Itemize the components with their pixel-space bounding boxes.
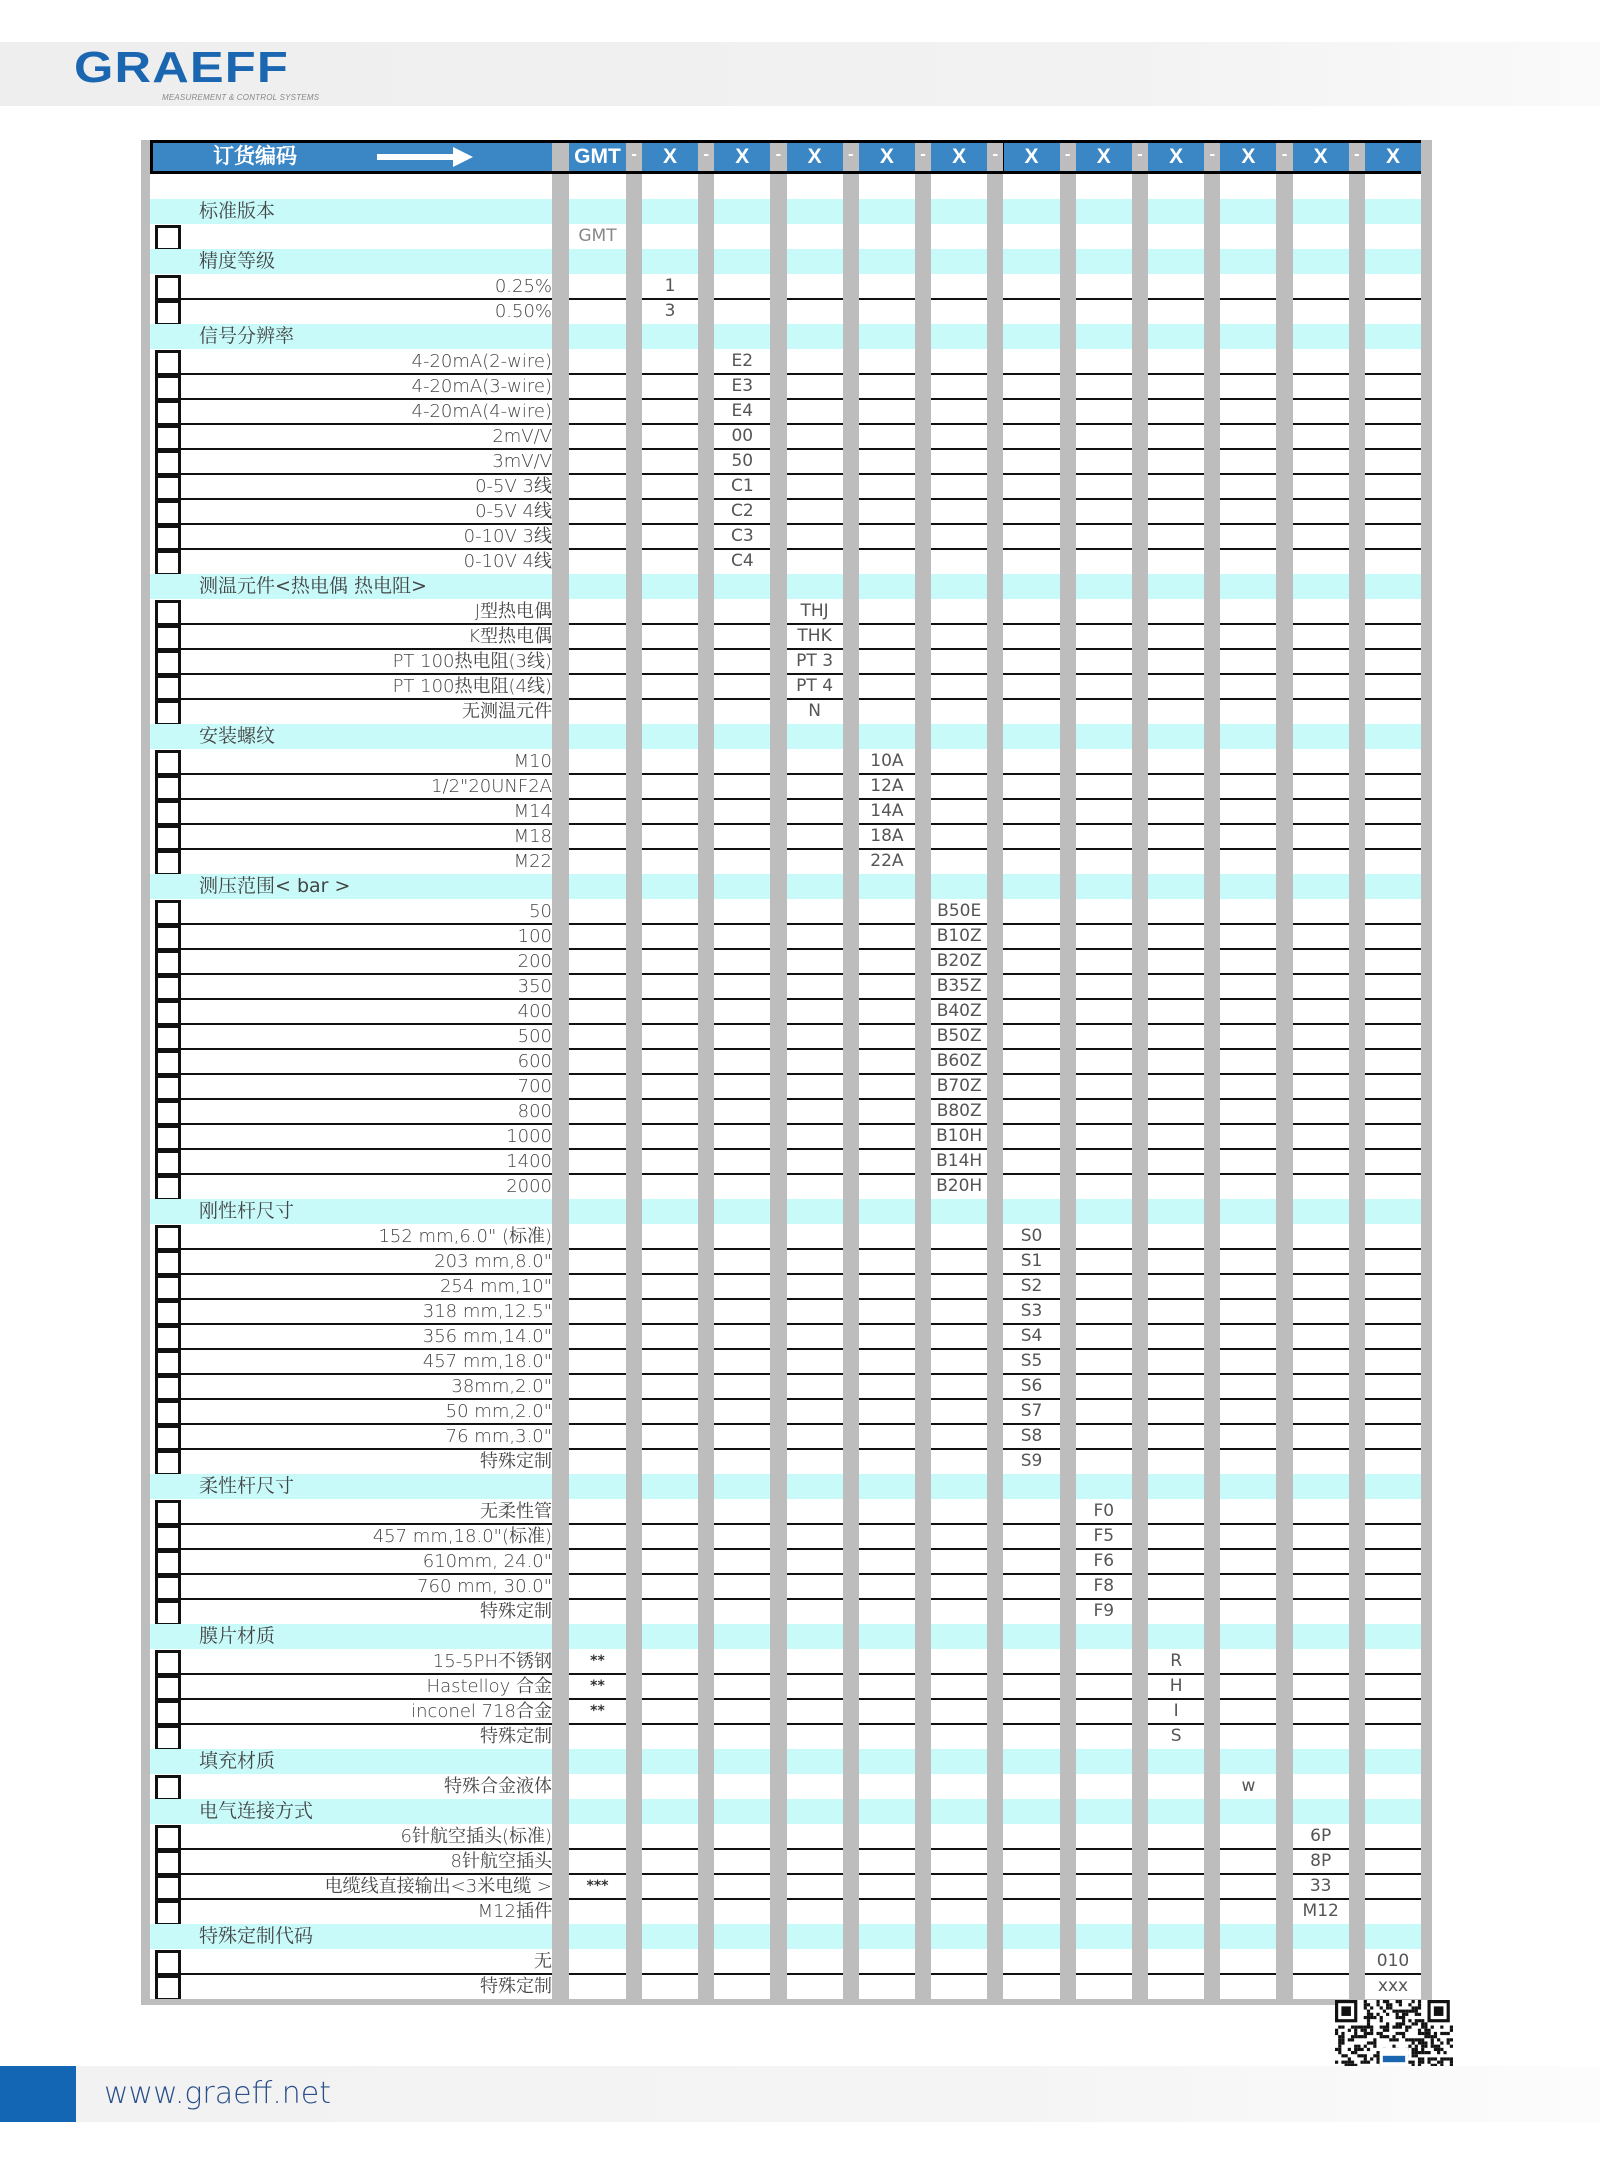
option-code: B10H bbox=[936, 1126, 983, 1146]
option-checkbox[interactable] bbox=[155, 225, 181, 251]
graeff-logo: GRAEFF bbox=[74, 43, 289, 92]
section-title: 填充材质 bbox=[199, 1750, 276, 1772]
header-separator bbox=[552, 143, 569, 171]
option-label: 1000 bbox=[506, 1126, 552, 1147]
section-title: 刚性杆尺寸 bbox=[199, 1200, 295, 1222]
option-code: S5 bbox=[1020, 1351, 1043, 1371]
column-divider bbox=[1204, 174, 1220, 1999]
option-label: 特殊合金液体 bbox=[444, 1776, 552, 1797]
option-code: B50Z bbox=[936, 1026, 982, 1046]
option-label: 800 bbox=[517, 1101, 552, 1122]
option-code: 00 bbox=[731, 426, 754, 446]
section-title: 膜片材质 bbox=[199, 1625, 276, 1647]
option-label: 4-20mA(2-wire) bbox=[411, 351, 552, 372]
option-code: 12A bbox=[870, 776, 904, 796]
header-dash: - bbox=[987, 143, 1003, 171]
option-label: 318 mm,12.5" bbox=[422, 1301, 552, 1322]
option-code: 010 bbox=[1376, 1951, 1410, 1971]
option-code: 10A bbox=[870, 751, 904, 771]
option-label: J型热电偶 bbox=[474, 601, 552, 622]
option-code: S1 bbox=[1020, 1251, 1043, 1271]
header-code-col: X bbox=[1148, 143, 1204, 171]
option-code: F5 bbox=[1093, 1526, 1115, 1546]
option-code: B20Z bbox=[936, 951, 982, 971]
option-code: B10Z bbox=[936, 926, 982, 946]
option-code: THJ bbox=[800, 601, 829, 621]
option-label: 0-5V 3线 bbox=[475, 476, 552, 497]
table-border-left bbox=[141, 140, 150, 1999]
option-code: F8 bbox=[1093, 1576, 1115, 1596]
header-code-col: X bbox=[1004, 143, 1060, 171]
column-divider bbox=[1349, 174, 1365, 1999]
option-code: B20H bbox=[936, 1176, 983, 1196]
option-label: M10 bbox=[513, 751, 552, 772]
option-label: 4-20mA(4-wire) bbox=[411, 401, 552, 422]
column-divider bbox=[987, 174, 1003, 1999]
column-divider bbox=[1132, 174, 1148, 1999]
option-label: 1400 bbox=[506, 1151, 552, 1172]
option-code: B35Z bbox=[936, 976, 982, 996]
option-label: 700 bbox=[517, 1076, 552, 1097]
option-label: inconel 718合金 bbox=[411, 1701, 552, 1722]
order-code-title bbox=[153, 143, 552, 171]
option-code: S2 bbox=[1020, 1276, 1043, 1296]
option-label: 无柔性管 bbox=[480, 1501, 552, 1522]
header-dash: - bbox=[770, 143, 786, 171]
option-code: PT 4 bbox=[796, 676, 834, 696]
order-code-table bbox=[141, 140, 1432, 1997]
option-label: 特殊定制 bbox=[480, 1601, 552, 1622]
option-code: S0 bbox=[1020, 1226, 1043, 1246]
option-code: w bbox=[1241, 1776, 1256, 1796]
option-label: 50 bbox=[529, 901, 552, 922]
option-code: S4 bbox=[1020, 1326, 1043, 1346]
option-label: 203 mm,8.0" bbox=[434, 1251, 552, 1272]
option-label: 6针航空插头(标准) bbox=[400, 1826, 552, 1847]
option-code: C1 bbox=[730, 476, 754, 496]
option-code: 18A bbox=[870, 826, 904, 846]
option-label: 350 bbox=[517, 976, 552, 997]
header-dash: - bbox=[1132, 143, 1148, 171]
option-label: 200 bbox=[517, 951, 552, 972]
header-code-col: X bbox=[1365, 143, 1421, 171]
header-code-col: X bbox=[859, 143, 915, 171]
option-code: S6 bbox=[1020, 1376, 1043, 1396]
option-code: 3 bbox=[664, 301, 676, 321]
logo-tagline: MEASUREMENT & CONTROL SYSTEMS bbox=[162, 93, 320, 102]
column-divider bbox=[552, 174, 569, 1999]
option-code: B80Z bbox=[936, 1101, 982, 1121]
option-code: M12 bbox=[1302, 1901, 1339, 1921]
option-label: 100 bbox=[517, 926, 552, 947]
option-code: B70Z bbox=[936, 1076, 982, 1096]
section-title: 特殊定制代码 bbox=[199, 1925, 314, 1947]
option-code: C3 bbox=[730, 526, 754, 546]
option-code: 6P bbox=[1310, 1826, 1332, 1846]
option-note: ** bbox=[590, 1678, 605, 1694]
option-label: 38mm,2.0" bbox=[451, 1376, 552, 1397]
option-code: F6 bbox=[1093, 1551, 1115, 1571]
option-code: R bbox=[1170, 1651, 1182, 1671]
option-code: S bbox=[1170, 1726, 1182, 1746]
option-code: E2 bbox=[731, 351, 754, 371]
option-label: 特殊定制 bbox=[480, 1451, 552, 1472]
option-code: C2 bbox=[730, 501, 754, 521]
option-code: 14A bbox=[870, 801, 904, 821]
option-code: S8 bbox=[1020, 1426, 1043, 1446]
option-label: 457 mm,18.0" bbox=[422, 1351, 552, 1372]
header-dash: - bbox=[1276, 143, 1292, 171]
option-label: 0-10V 3线 bbox=[463, 526, 552, 547]
option-label: 152 mm,6.0" (标准) bbox=[378, 1226, 552, 1247]
option-label: 0.50% bbox=[494, 301, 552, 322]
option-label: 254 mm,10" bbox=[439, 1276, 552, 1297]
option-label: 50 mm,2.0" bbox=[445, 1401, 552, 1422]
option-note: ** bbox=[590, 1703, 605, 1719]
option-label: 2mV/V bbox=[492, 426, 552, 447]
option-code: B50E bbox=[937, 901, 982, 921]
option-code: N bbox=[808, 701, 821, 721]
header-dash: - bbox=[698, 143, 714, 171]
header-code-col: X bbox=[1076, 143, 1132, 171]
option-label: 15-5PH不锈钢 bbox=[432, 1651, 552, 1672]
option-label: 电缆线直接输出<3米电缆 > bbox=[324, 1876, 552, 1897]
option-label: 400 bbox=[517, 1001, 552, 1022]
column-divider bbox=[698, 174, 714, 1999]
table-border-bottom bbox=[141, 1999, 1432, 2005]
option-label: 457 mm,18.0"(标准) bbox=[372, 1526, 552, 1547]
header-code-col: X bbox=[787, 143, 843, 171]
header-code-col: X bbox=[931, 143, 987, 171]
option-label: 4-20mA(3-wire) bbox=[411, 376, 552, 397]
header-dash: - bbox=[843, 143, 859, 171]
option-label: M22 bbox=[513, 851, 552, 872]
option-label: 特殊定制 bbox=[480, 1726, 552, 1747]
column-divider bbox=[626, 174, 642, 1999]
option-label: 2000 bbox=[506, 1176, 552, 1197]
header-dash: - bbox=[915, 143, 931, 171]
option-label: K型热电偶 bbox=[468, 626, 552, 647]
column-divider bbox=[915, 174, 931, 1999]
section-title: 测压范围< bar > bbox=[199, 875, 351, 897]
option-label: 8针航空插头 bbox=[450, 1851, 552, 1872]
column-divider bbox=[1060, 174, 1076, 1999]
option-label: M18 bbox=[513, 826, 552, 847]
option-label: 610mm, 24.0" bbox=[422, 1551, 552, 1572]
option-note: *** bbox=[586, 1878, 609, 1894]
option-label: M14 bbox=[513, 801, 552, 822]
section-title: 信号分辨率 bbox=[199, 325, 295, 347]
option-code: B40Z bbox=[936, 1001, 982, 1021]
footer-accent bbox=[0, 2066, 76, 2122]
option-code: F9 bbox=[1093, 1601, 1115, 1621]
option-code: F0 bbox=[1093, 1501, 1115, 1521]
section-title: 电气连接方式 bbox=[199, 1800, 314, 1822]
option-code: GMT bbox=[578, 226, 617, 246]
option-note: ** bbox=[590, 1653, 605, 1669]
order-code-title-text: 订货编码 bbox=[213, 145, 297, 168]
option-code: PT 3 bbox=[796, 651, 834, 671]
option-code: S9 bbox=[1020, 1451, 1043, 1471]
option-label: 无 bbox=[534, 1951, 552, 1972]
option-label: 特殊定制 bbox=[480, 1976, 552, 1997]
section-title: 标准版本 bbox=[199, 200, 276, 222]
option-label: 0-5V 4线 bbox=[475, 501, 552, 522]
option-label: 760 mm, 30.0" bbox=[417, 1576, 552, 1597]
option-code: 22A bbox=[870, 851, 904, 871]
header-code-col: X bbox=[714, 143, 770, 171]
header-code-col: X bbox=[1293, 143, 1349, 171]
option-label: 0.25% bbox=[494, 276, 552, 297]
option-label: 600 bbox=[517, 1051, 552, 1072]
section-title: 精度等级 bbox=[199, 250, 276, 272]
table-border-right bbox=[1421, 140, 1432, 1999]
option-label: 无测温元件 bbox=[462, 701, 552, 722]
option-label: 356 mm,14.0" bbox=[422, 1326, 552, 1347]
option-code: THK bbox=[797, 626, 832, 646]
section-title: 柔性杆尺寸 bbox=[199, 1475, 295, 1497]
option-label: 3mV/V bbox=[492, 451, 552, 472]
option-code: B60Z bbox=[936, 1051, 982, 1071]
option-label: 500 bbox=[517, 1026, 552, 1047]
column-divider bbox=[1276, 174, 1292, 1999]
option-code: H bbox=[1169, 1676, 1183, 1696]
option-label: 76 mm,3.0" bbox=[445, 1426, 552, 1447]
option-label: PT 100热电阻(3线) bbox=[392, 651, 552, 672]
column-divider bbox=[843, 174, 859, 1999]
header-dash: - bbox=[1349, 143, 1365, 171]
option-code: xxx bbox=[1377, 1976, 1409, 1996]
option-label: Hastelloy 合金 bbox=[426, 1676, 552, 1697]
option-code: E4 bbox=[731, 401, 754, 421]
option-code: S3 bbox=[1020, 1301, 1043, 1321]
website-link[interactable]: www.graeff.net bbox=[104, 2076, 332, 2111]
option-code: C4 bbox=[730, 551, 754, 571]
header-dash: - bbox=[1204, 143, 1220, 171]
option-label: M12插件 bbox=[477, 1901, 552, 1922]
header-prefix-gmt: GMT bbox=[569, 143, 626, 171]
header-code-col: X bbox=[1220, 143, 1276, 171]
section-title: 安装螺纹 bbox=[199, 725, 276, 747]
option-label: 1/2"20UNF2A bbox=[431, 776, 552, 797]
option-label: PT 100热电阻(4线) bbox=[392, 676, 552, 697]
header-dash: - bbox=[626, 143, 642, 171]
option-code: S7 bbox=[1020, 1401, 1043, 1421]
option-code: 50 bbox=[731, 451, 754, 471]
header-code-col: X bbox=[642, 143, 698, 171]
option-code: E3 bbox=[731, 376, 754, 396]
option-code: 8P bbox=[1310, 1851, 1332, 1871]
header-dash: - bbox=[1060, 143, 1076, 171]
section-title: 测温元件<热电偶 热电阻> bbox=[199, 575, 427, 597]
column-divider bbox=[770, 174, 786, 1999]
option-code: 1 bbox=[664, 276, 676, 296]
option-code: I bbox=[1173, 1701, 1179, 1721]
option-code: 33 bbox=[1309, 1876, 1332, 1896]
option-label: 0-10V 4线 bbox=[463, 551, 552, 572]
option-code: B14H bbox=[936, 1151, 983, 1171]
right-arrow-icon bbox=[297, 145, 473, 168]
